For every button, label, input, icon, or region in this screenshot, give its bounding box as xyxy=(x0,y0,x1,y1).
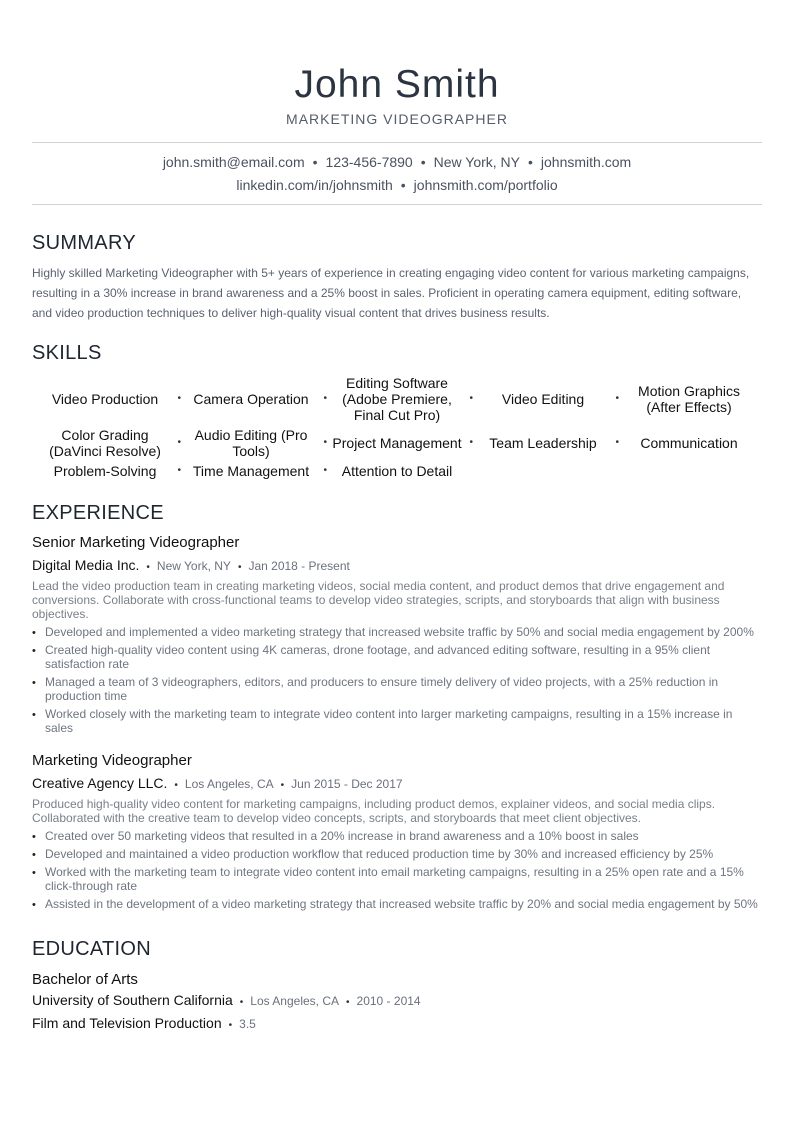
contact-separator: • xyxy=(528,154,533,170)
contact-separator: • xyxy=(420,154,426,170)
experience-section xyxy=(32,501,762,911)
skill-item xyxy=(178,425,327,461)
skill-label: Time Management xyxy=(192,463,310,479)
job-company: Digital Media Inc. xyxy=(32,557,140,573)
job-meta xyxy=(32,555,762,578)
achievement-item: • Managed a team of 3 videographers, editors, and producers to ensure timely delivery of video projects, with a 25% reduction in production time xyxy=(32,675,762,703)
job-location: New York, NY xyxy=(156,559,231,573)
education-degree: Bachelor of Arts xyxy=(32,971,138,988)
skill-separator: • xyxy=(177,393,181,404)
skill-label: Motion Graphics (After Effects) xyxy=(638,383,740,415)
skill-item xyxy=(616,373,762,425)
summary-title: SUMMARY xyxy=(32,232,136,254)
skill-separator: • xyxy=(323,393,327,404)
meta-separator: • xyxy=(346,997,350,1008)
job-description: Produced high-quality video content for marketing campaigns, including product demos, explainer videos, and social media clips. Collaborated with the creative team to develop video concepts, scripts, and storyboards that meet client objectives. xyxy=(32,797,716,825)
skill-separator: • xyxy=(469,393,473,404)
skill-item xyxy=(324,373,473,425)
meta-separator: • xyxy=(146,562,150,573)
job-achievements xyxy=(32,829,762,911)
education-title: EDUCATION xyxy=(32,938,151,960)
education-major-line xyxy=(32,1013,762,1036)
contact-separator: • xyxy=(312,154,318,170)
skill-separator: • xyxy=(469,437,473,448)
education-gpa: 3.5 xyxy=(239,1017,256,1031)
contact-info xyxy=(32,143,762,204)
job-entry xyxy=(32,533,762,735)
achievement-item: • Worked closely with the marketing team to integrate video content into larger marketing campaigns, resulting in a 15% increase in sales xyxy=(32,707,762,735)
skill-item xyxy=(470,373,619,425)
skill-label: Problem-Solving xyxy=(53,463,157,479)
job-company: Creative Agency LLC. xyxy=(32,775,168,791)
job-achievements xyxy=(32,625,762,735)
meta-separator: • xyxy=(228,1020,233,1031)
skill-label: Communication xyxy=(640,435,738,451)
skill-item xyxy=(32,461,181,481)
job-meta xyxy=(32,773,762,796)
skill-item xyxy=(32,373,181,425)
contact-phone[interactable]: 123-456-7890 xyxy=(325,154,413,170)
contact-email[interactable]: john.smith@email.com xyxy=(162,154,305,170)
job-entry xyxy=(32,751,762,911)
skills-section xyxy=(32,341,762,481)
summary-section xyxy=(32,231,762,323)
skill-separator: • xyxy=(615,437,619,448)
skill-separator: • xyxy=(323,437,327,448)
candidate-role: MARKETING VIDEOGRAPHER xyxy=(286,111,508,127)
job-title: Marketing Videographer xyxy=(32,752,192,769)
education-major: Film and Television Production xyxy=(32,1015,222,1031)
skill-label: Attention to Detail xyxy=(341,463,453,479)
education-school: University of Southern California xyxy=(32,992,233,1008)
contact-location: New York, NY xyxy=(433,154,520,170)
skill-item xyxy=(470,425,619,461)
education-section xyxy=(32,937,762,1036)
skill-label: Camera Operation xyxy=(193,391,309,407)
skill-item xyxy=(324,461,470,481)
resume-header xyxy=(32,0,762,128)
skill-label: Team Leadership xyxy=(489,435,597,451)
contact-separator: • xyxy=(400,177,406,193)
education-school-line xyxy=(32,990,762,1013)
job-dates: Jan 2018 - Present xyxy=(248,559,350,573)
skill-separator: • xyxy=(615,393,619,404)
job-description: Lead the video production team in creating marketing videos, social media content, and product demos that drive engagement and conversions. Collaborate with cross-functional teams to develop video strategies, scripts, and storyboards that align with business objectives. xyxy=(32,579,725,621)
skill-item xyxy=(178,461,327,481)
achievement-item: • Developed and implemented a video marketing strategy that increased website traffic by 50% and social media engagement by 200% xyxy=(32,625,762,639)
meta-separator: • xyxy=(239,997,244,1008)
skill-item xyxy=(32,425,181,461)
meta-separator: • xyxy=(237,562,242,573)
job-title: Senior Marketing Videographer xyxy=(32,534,240,551)
summary-text: Highly skilled Marketing Videographer with 5+ years of experience in creating engaging video content for various marketing campaigns, resulting in a 30% increase in brand awareness and a 25% boost in sales. Proficient in operating camera equipment, editing software, and video production techniques to deliver high-quality visual content that drives business results. xyxy=(32,266,750,320)
skill-item xyxy=(324,425,473,461)
achievement-item: • Developed and maintained a video production workflow that reduced production time by 30% and increased efficiency by 25% xyxy=(32,847,762,861)
contact-line-1 xyxy=(32,151,762,174)
meta-separator: • xyxy=(280,780,285,791)
contact-line-2 xyxy=(32,174,762,197)
achievement-item: • Assisted in the development of a video marketing strategy that increased website traffic by 20% and social media engagement by 50% xyxy=(32,897,762,911)
education-dates: 2010 - 2014 xyxy=(356,994,421,1008)
skill-separator: • xyxy=(323,465,327,476)
contact-linkedin[interactable]: linkedin.com/in/johnsmith xyxy=(236,177,393,193)
achievement-item: • Created high-quality video content using 4K cameras, drone footage, and advanced editing software, resulting in a 95% client satisfaction rate xyxy=(32,643,762,671)
skill-separator: • xyxy=(177,465,181,476)
skill-item xyxy=(616,425,762,461)
meta-separator: • xyxy=(174,780,178,791)
skill-label: Project Management xyxy=(332,435,462,451)
skill-label: Video Editing xyxy=(501,391,585,407)
achievement-item: • Created over 50 marketing videos that resulted in a 20% increase in brand awareness and a 10% boost in sales xyxy=(32,829,762,843)
skills-grid xyxy=(32,373,762,481)
experience-title: EXPERIENCE xyxy=(32,502,164,524)
header-divider-bottom xyxy=(32,204,762,205)
contact-portfolio[interactable]: johnsmith.com/portfolio xyxy=(413,177,558,193)
skills-title: SKILLS xyxy=(32,342,102,364)
skill-item xyxy=(178,373,327,425)
skill-label: Audio Editing (Pro Tools) xyxy=(194,427,308,459)
skill-label: Editing Software (Adobe Premiere, Final Cut Pro) xyxy=(342,375,452,423)
skill-label: Video Production xyxy=(51,391,159,407)
education-location: Los Angeles, CA xyxy=(250,994,340,1008)
job-dates: Jun 2015 - Dec 2017 xyxy=(291,777,403,791)
candidate-name: John Smith xyxy=(294,63,500,106)
skill-separator: • xyxy=(177,437,181,448)
achievement-item: • Worked with the marketing team to integrate video content into email marketing campaigns, resulting in a 25% open rate and a 15% click-through rate xyxy=(32,865,762,893)
skill-label: Color Grading (DaVinci Resolve) xyxy=(49,427,161,459)
contact-website[interactable]: johnsmith.com xyxy=(540,154,632,170)
job-location: Los Angeles, CA xyxy=(184,777,274,791)
